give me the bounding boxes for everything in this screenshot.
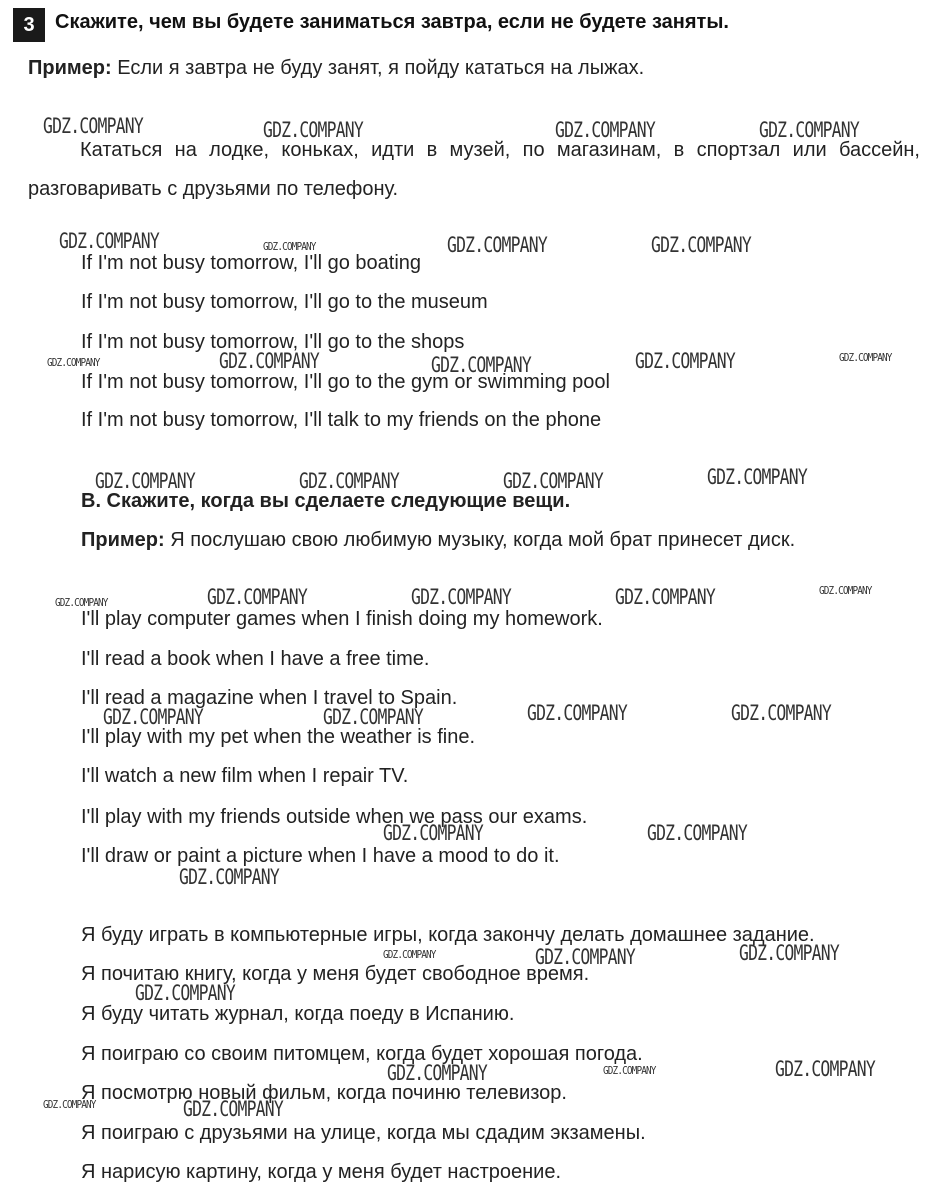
example-2 bbox=[81, 528, 795, 552]
watermark: GDZ.COMPANY bbox=[135, 981, 235, 1005]
watermark: GDZ.COMPANY bbox=[527, 701, 627, 725]
watermark: GDZ.COMPANY bbox=[707, 465, 807, 489]
watermark: GDZ.COMPANY bbox=[839, 351, 892, 364]
watermark: GDZ.COMPANY bbox=[819, 584, 872, 597]
answer-b-en-6: I'll play with my friends outside when we pass our exams. bbox=[81, 806, 588, 828]
watermark: GDZ.COMPANY bbox=[615, 585, 715, 609]
watermark: GDZ.COMPANY bbox=[179, 865, 279, 889]
example-1-label: Пример: bbox=[28, 57, 112, 79]
watermark: GDZ.COMPANY bbox=[555, 118, 655, 142]
task-number-badge: 3 bbox=[13, 8, 45, 42]
watermark: GDZ.COMPANY bbox=[775, 1057, 875, 1081]
answer-a-2: If I'm not busy tomorrow, I'll go to the museum bbox=[81, 291, 488, 313]
answer-a-4: If I'm not busy tomorrow, I'll go to the gym or swimming pool bbox=[81, 371, 610, 393]
answer-a-3: If I'm not busy tomorrow, I'll go to the shops bbox=[81, 331, 465, 353]
watermark: GDZ.COMPANY bbox=[447, 233, 547, 257]
example-1-text: Если я завтра не буду занят, я пойду кататься на лыжах. bbox=[111, 57, 645, 79]
watermark: GDZ.COMPANY bbox=[411, 585, 511, 609]
watermark: GDZ.COMPANY bbox=[263, 118, 363, 142]
watermark: GDZ.COMPANY bbox=[503, 469, 603, 493]
answer-b-ru-6: Я поиграю с друзьями на улице, когда мы сдадим экзамены. bbox=[81, 1122, 646, 1144]
watermark: GDZ.COMPANY bbox=[95, 469, 195, 493]
watermark: GDZ.COMPANY bbox=[739, 941, 839, 965]
watermark: GDZ.COMPANY bbox=[59, 229, 159, 253]
answer-b-ru-3: Я буду читать журнал, когда поеду в Испанию. bbox=[81, 1003, 515, 1025]
watermark: GDZ.COMPANY bbox=[647, 821, 747, 845]
answer-b-ru-7: Я нарисую картину, когда у меня будет настроение. bbox=[81, 1161, 561, 1183]
watermark: GDZ.COMPANY bbox=[535, 945, 635, 969]
watermark: GDZ.COMPANY bbox=[263, 240, 316, 253]
watermark: GDZ.COMPANY bbox=[55, 596, 108, 609]
watermark: GDZ.COMPANY bbox=[383, 821, 483, 845]
watermark: GDZ.COMPANY bbox=[103, 705, 203, 729]
answer-b-ru-5: Я посмотрю новый фильм, когда починю телевизор. bbox=[81, 1082, 567, 1104]
watermark: GDZ.COMPANY bbox=[47, 356, 100, 369]
watermark: GDZ.COMPANY bbox=[43, 1098, 96, 1111]
section-b-title: B. Скажите, когда вы сделаете следующие вещи. bbox=[81, 490, 571, 512]
watermark: GDZ.COMPANY bbox=[651, 233, 751, 257]
watermark: GDZ.COMPANY bbox=[731, 701, 831, 725]
answer-a-5: If I'm not busy tomorrow, I'll talk to my friends on the phone bbox=[81, 409, 602, 431]
answer-b-ru-2: Я почитаю книгу, когда у меня будет свободное время. bbox=[81, 963, 590, 985]
answer-b-en-4: I'll play with my pet when the weather is fine. bbox=[81, 726, 476, 748]
watermark: GDZ.COMPANY bbox=[383, 948, 436, 961]
answer-b-ru-4: Я поиграю со своим питомцем, когда будет хорошая погода. bbox=[81, 1043, 643, 1065]
activities-paragraph: Кататься на лодке, коньках, идти в музей, по магазинам, в спортзал или бассейн, разговаривать с друзьями по телефону. bbox=[28, 139, 920, 200]
answer-b-en-1: I'll play computer games when I finish doing my homework. bbox=[81, 608, 603, 630]
watermark: GDZ.COMPANY bbox=[387, 1061, 487, 1085]
answer-b-en-5: I'll watch a new film when I repair TV. bbox=[81, 765, 409, 787]
watermark: GDZ.COMPANY bbox=[207, 585, 307, 609]
example-2-text: Я послушаю свою любимую музыку, когда мой брат принесет диск. bbox=[164, 529, 796, 551]
watermark: GDZ.COMPANY bbox=[603, 1064, 656, 1077]
watermark: GDZ.COMPANY bbox=[299, 469, 399, 493]
example-1 bbox=[28, 56, 644, 80]
task-title: Скажите, чем вы будете заниматься завтра, если не будете заняты. bbox=[55, 11, 729, 33]
answer-b-en-7: I'll draw or paint a picture when I have a mood to do it. bbox=[81, 845, 560, 867]
watermark: GDZ.COMPANY bbox=[759, 118, 859, 142]
watermark: GDZ.COMPANY bbox=[219, 349, 319, 373]
answer-b-en-3: I'll read a magazine when I travel to Spain. bbox=[81, 687, 458, 709]
watermark: GDZ.COMPANY bbox=[183, 1097, 283, 1121]
example-2-label: Пример: bbox=[81, 529, 165, 551]
watermark: GDZ.COMPANY bbox=[43, 114, 143, 138]
answer-a-1: If I'm not busy tomorrow, I'll go boating bbox=[81, 252, 422, 274]
watermark: GDZ.COMPANY bbox=[323, 705, 423, 729]
answer-b-en-2: I'll read a book when I have a free time. bbox=[81, 648, 430, 670]
watermark: GDZ.COMPANY bbox=[635, 349, 735, 373]
watermark: GDZ.COMPANY bbox=[431, 353, 531, 377]
answer-b-ru-1: Я буду играть в компьютерные игры, когда закончу делать домашнее задание. bbox=[81, 924, 815, 946]
